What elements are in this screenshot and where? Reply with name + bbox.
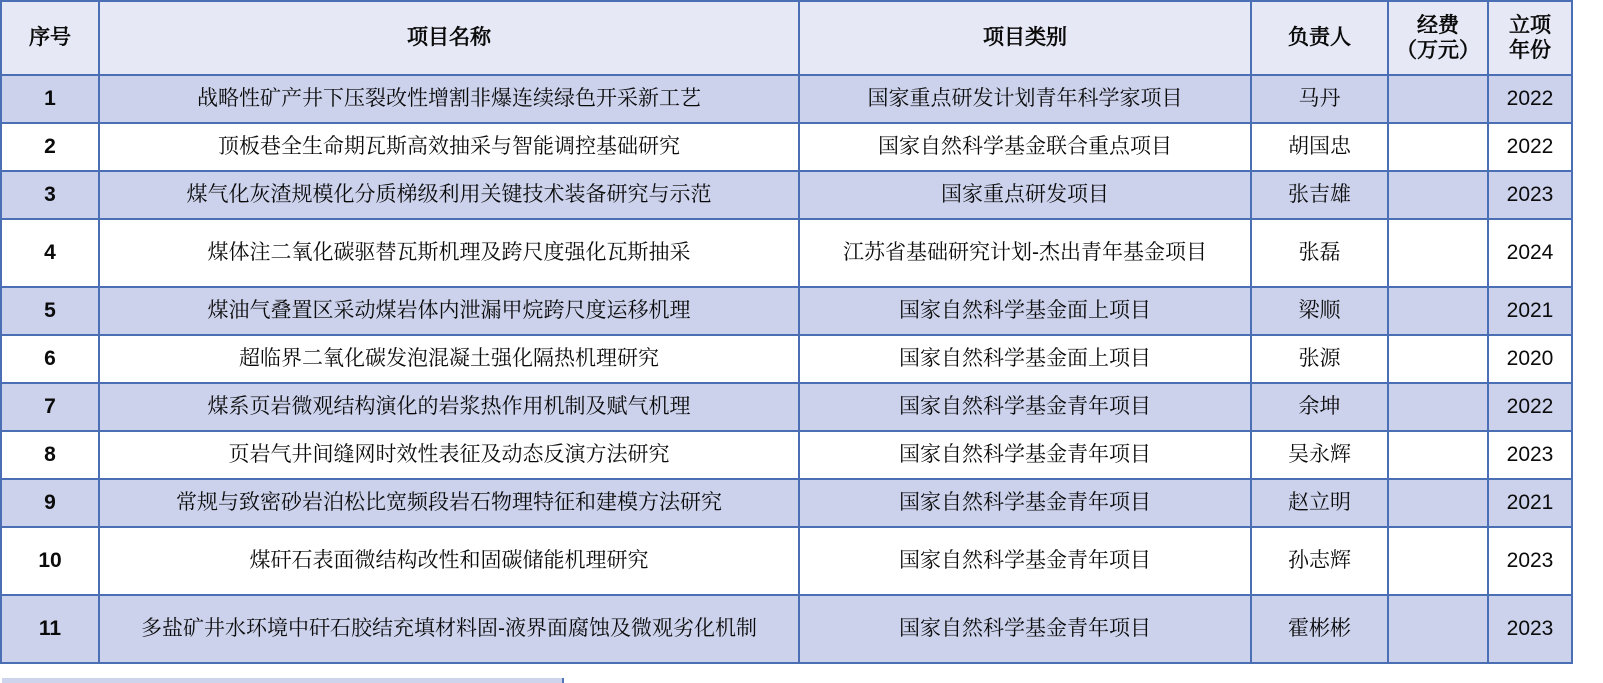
cell-fund: [1388, 595, 1488, 663]
cell-project-name: 煤系页岩微观结构演化的岩浆热作用机制及赋气机理: [99, 383, 799, 431]
cell-fund: [1388, 171, 1488, 219]
cell-fund: [1388, 287, 1488, 335]
cell-project-name: 煤油气叠置区采动煤岩体内泄漏甲烷跨尺度运移机理: [99, 287, 799, 335]
cell-project-name: 多盐矿井水环境中矸石胶结充填材料固-液界面腐蚀及微观劣化机制: [99, 595, 799, 663]
cell-project-category: 江苏省基础研究计划-杰出青年基金项目: [799, 219, 1251, 287]
cell-year: 2023: [1488, 527, 1572, 595]
cell-project-category: 国家自然科学基金青年项目: [799, 479, 1251, 527]
cell-project-category: 国家自然科学基金联合重点项目: [799, 123, 1251, 171]
table-row[interactable]: [1, 287, 1572, 335]
cell-seq: 1: [1, 75, 99, 123]
cell-project-name: 常规与致密砂岩泊松比宽频段岩石物理特征和建模方法研究: [99, 479, 799, 527]
cell-year: 2023: [1488, 171, 1572, 219]
header-cell-category: 项目类别: [799, 1, 1251, 75]
cell-project-name: 顶板巷全生命期瓦斯高效抽采与智能调控基础研究: [99, 123, 799, 171]
cell-project-name: 战略性矿产井下压裂改性增割非爆连续绿色开采新工艺: [99, 75, 799, 123]
cell-fund: [1388, 479, 1488, 527]
cell-fund: [1388, 527, 1488, 595]
cell-seq: 8: [1, 431, 99, 479]
cell-seq: 3: [1, 171, 99, 219]
cell-year: 2020: [1488, 335, 1572, 383]
cell-year: 2022: [1488, 383, 1572, 431]
cell-fund: [1388, 383, 1488, 431]
cell-year: 2023: [1488, 431, 1572, 479]
cell-year: 2022: [1488, 75, 1572, 123]
table-row[interactable]: [1, 527, 1572, 595]
cell-year: 2022: [1488, 123, 1572, 171]
cell-year: 2024: [1488, 219, 1572, 287]
cell-project-name: 页岩气井间缝网时效性表征及动态反演方法研究: [99, 431, 799, 479]
cell-person: 孙志辉: [1251, 527, 1388, 595]
cell-person: 张磊: [1251, 219, 1388, 287]
header-year-line2: 年份: [1509, 39, 1551, 62]
header-cell-person: 负责人: [1251, 1, 1388, 75]
cell-year: 2023: [1488, 595, 1572, 663]
header-cell-name: 项目名称: [99, 1, 799, 75]
cell-project-category: 国家自然科学基金青年项目: [799, 595, 1251, 663]
cell-seq: 9: [1, 479, 99, 527]
table-row[interactable]: [1, 595, 1572, 663]
cell-year: 2021: [1488, 479, 1572, 527]
cell-project-category: 国家自然科学基金面上项目: [799, 287, 1251, 335]
cell-project-category: 国家自然科学基金青年项目: [799, 527, 1251, 595]
cell-person: 马丹: [1251, 75, 1388, 123]
cell-fund: [1388, 219, 1488, 287]
table-row[interactable]: [1, 383, 1572, 431]
cell-person: 余坤: [1251, 383, 1388, 431]
table-row[interactable]: [1, 335, 1572, 383]
table-row[interactable]: [1, 123, 1572, 171]
cell-fund: [1388, 123, 1488, 171]
header-row: [1, 1, 1572, 75]
cell-person: 赵立明: [1251, 479, 1388, 527]
table-header: [1, 1, 1572, 75]
header-year-line1: 立项: [1509, 13, 1551, 37]
cell-fund: [1388, 431, 1488, 479]
cell-person: 张源: [1251, 335, 1388, 383]
cell-year: 2021: [1488, 287, 1572, 335]
cell-project-name: 超临界二氧化碳发泡混凝土强化隔热机理研究: [99, 335, 799, 383]
table-row[interactable]: [1, 431, 1572, 479]
cell-project-category: 国家重点研发计划青年科学家项目: [799, 75, 1251, 123]
cell-seq: 11: [1, 595, 99, 663]
cell-seq: 10: [1, 527, 99, 595]
table-row[interactable]: [1, 219, 1572, 287]
cell-fund: [1388, 75, 1488, 123]
cell-person: 霍彬彬: [1251, 595, 1388, 663]
cell-person: 胡国忠: [1251, 123, 1388, 171]
header-cell-seq: 序号: [1, 1, 99, 75]
table-row[interactable]: [1, 479, 1572, 527]
table-row[interactable]: [1, 75, 1572, 123]
cell-seq: 5: [1, 287, 99, 335]
cell-project-category: 国家自然科学基金面上项目: [799, 335, 1251, 383]
cell-project-category: 国家自然科学基金青年项目: [799, 383, 1251, 431]
header-cell-year: [1488, 1, 1572, 75]
cell-seq: 2: [1, 123, 99, 171]
table-row[interactable]: [1, 171, 1572, 219]
cell-person: 梁顺: [1251, 287, 1388, 335]
cell-seq: 6: [1, 335, 99, 383]
header-fund-line1: 经费: [1417, 13, 1459, 37]
cell-project-category: 国家自然科学基金青年项目: [799, 431, 1251, 479]
header-cell-fund: [1388, 1, 1488, 75]
cell-project-name: 煤气化灰渣规模化分质梯级利用关键技术装备研究与示范: [99, 171, 799, 219]
cell-seq: 4: [1, 219, 99, 287]
cell-project-name: 煤体注二氧化碳驱替瓦斯机理及跨尺度强化瓦斯抽采: [99, 219, 799, 287]
header-fund-line2: （万元）: [1396, 39, 1480, 62]
cell-person: 吴永辉: [1251, 431, 1388, 479]
cell-project-category: 国家重点研发项目: [799, 171, 1251, 219]
next-row-clipped-fragment: [2, 678, 564, 683]
cell-seq: 7: [1, 383, 99, 431]
cell-person: 张吉雄: [1251, 171, 1388, 219]
cell-fund: [1388, 335, 1488, 383]
cell-project-name: 煤矸石表面微结构改性和固碳储能机理研究: [99, 527, 799, 595]
table-body: [1, 75, 1572, 663]
